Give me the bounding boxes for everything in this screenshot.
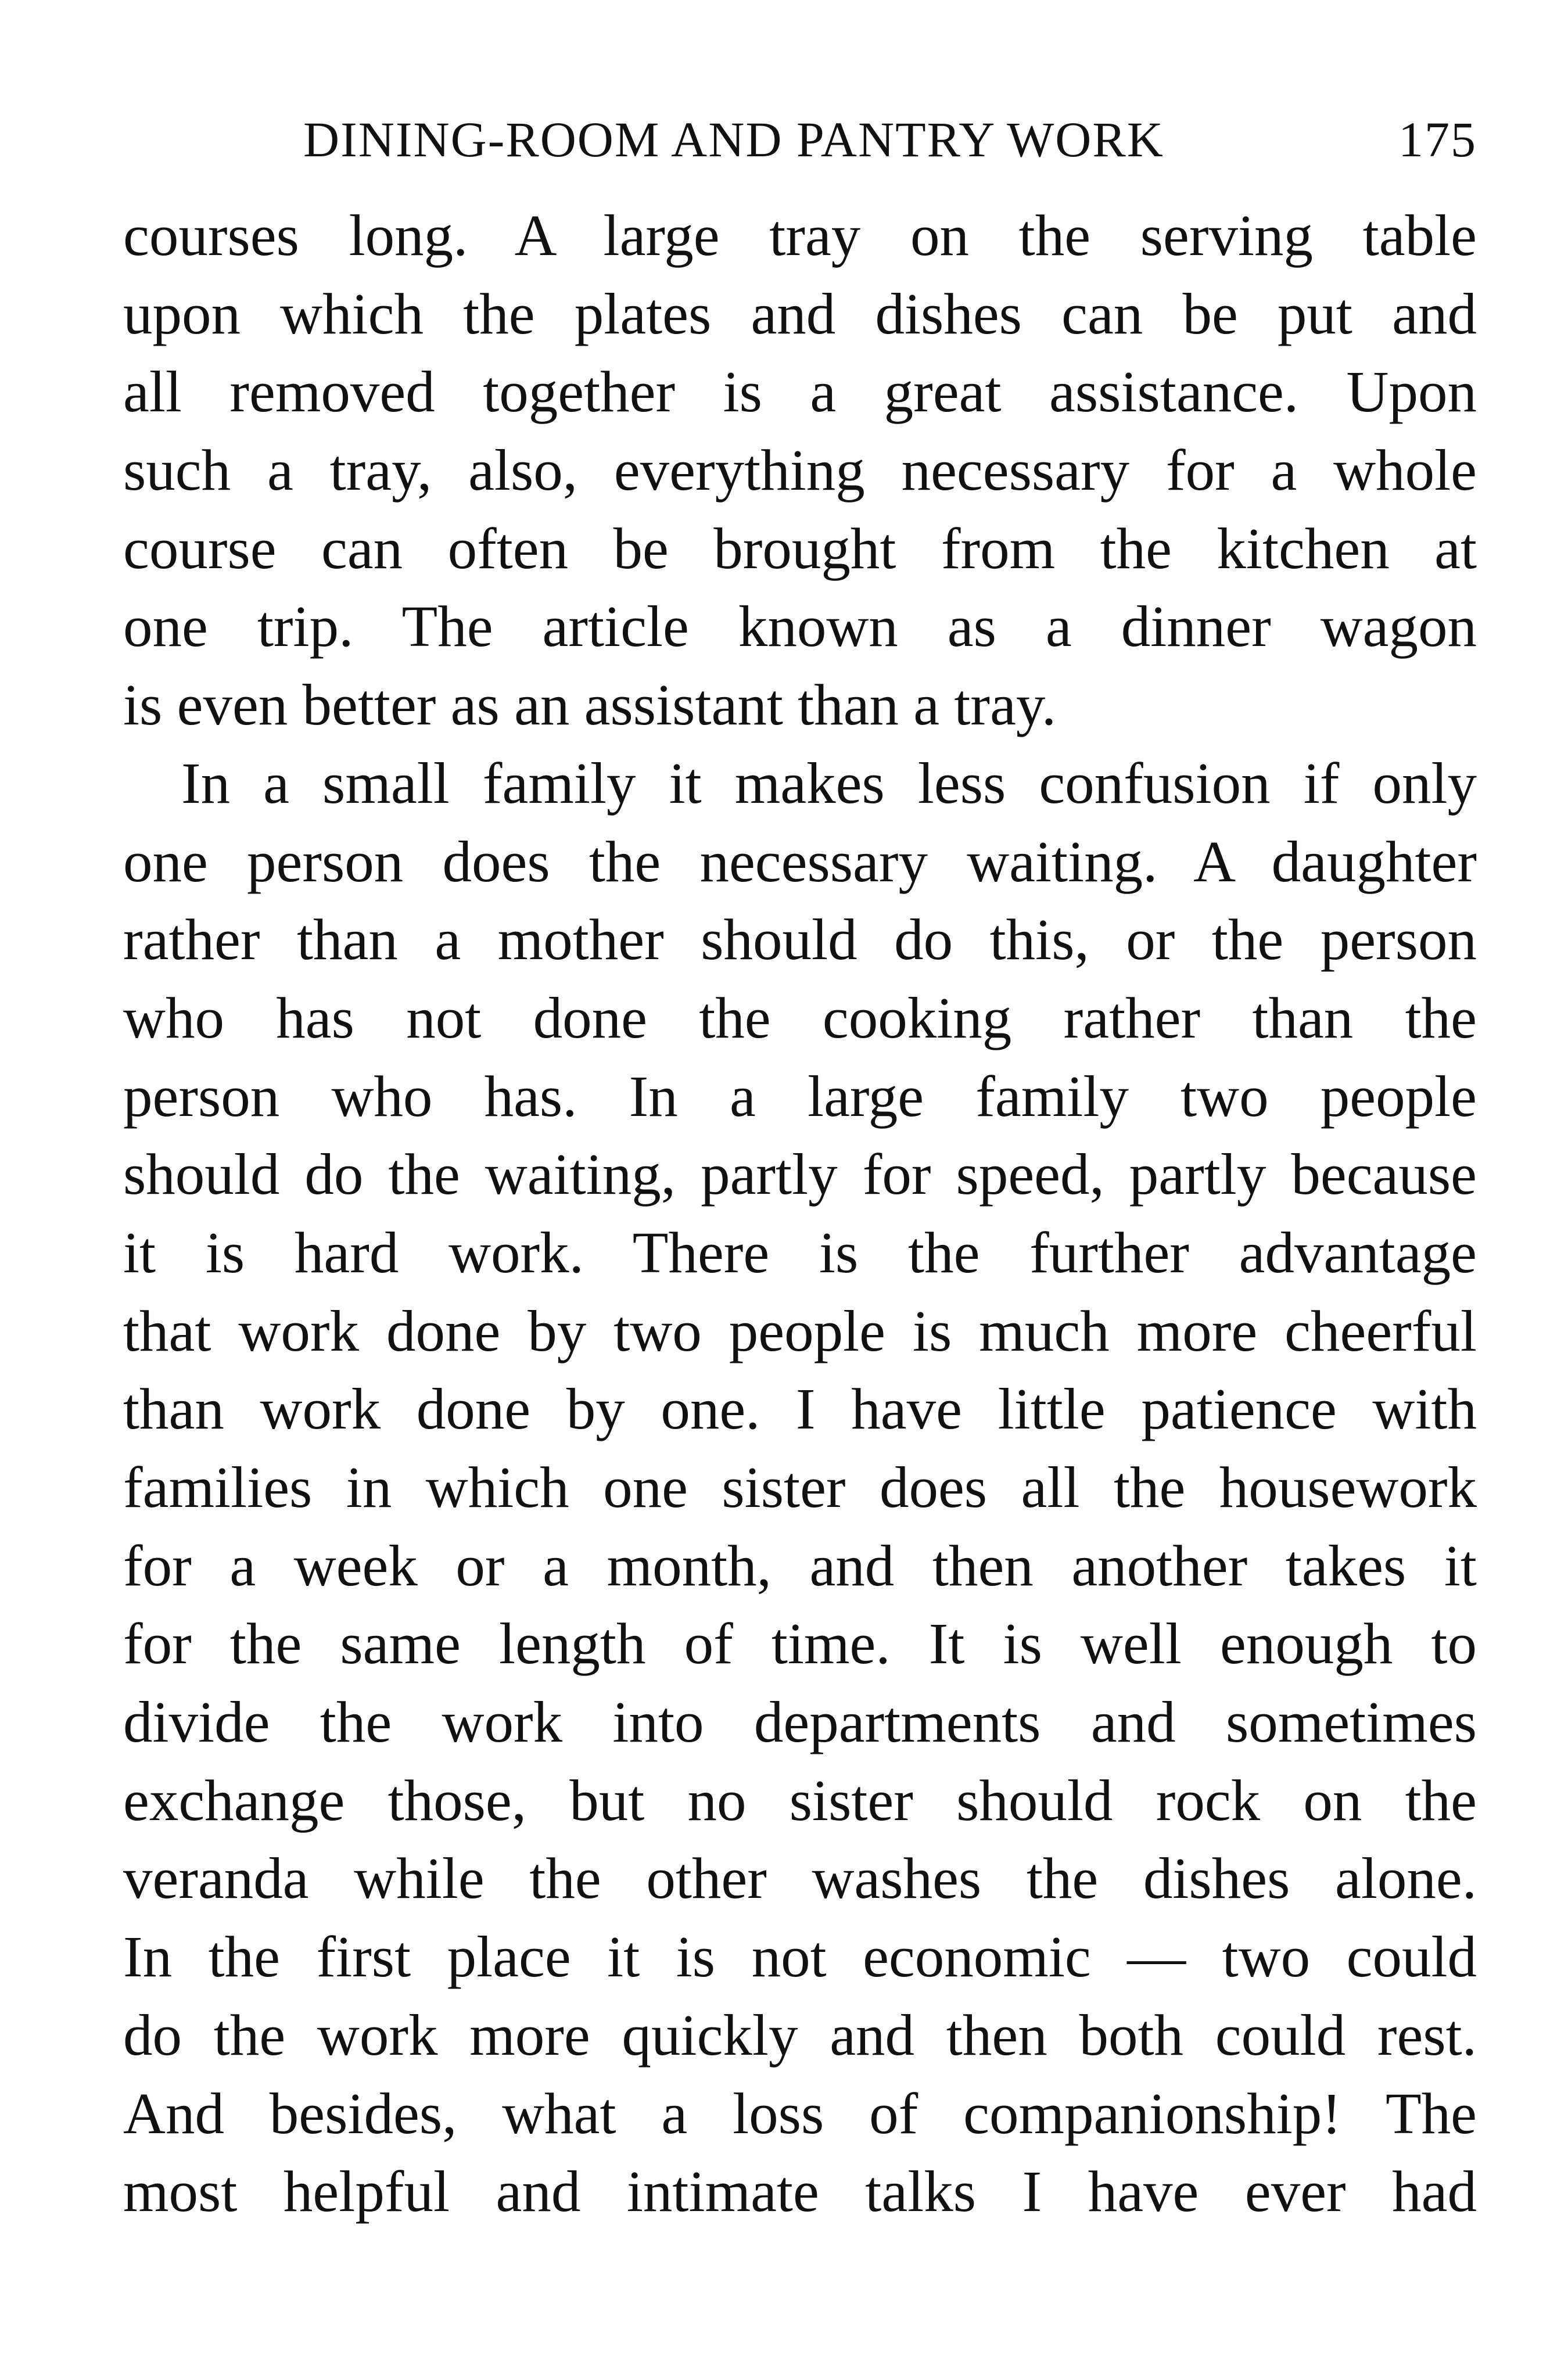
- running-title: DINING-ROOM AND PANTRY WORK: [303, 112, 1164, 167]
- text-line: one person does the necessary waiting. A daughter: [123, 828, 1477, 894]
- text-line: families in which one sister does all the housework: [123, 1455, 1477, 1520]
- text-line: it is hard work. There is the further advantage: [123, 1219, 1477, 1285]
- text-line: who has not done the cooking rather than the: [123, 985, 1477, 1050]
- text-line: In the first place it is not economic — two could: [123, 1924, 1477, 1990]
- text-line: courses long. A large tray on the serving table: [123, 203, 1477, 268]
- text-line: is even better as an assistant than a tray.: [123, 672, 1057, 738]
- text-line: veranda while the other washes the dishes alone.: [123, 1846, 1477, 1911]
- text-line: course can often be brought from the kitchen at: [123, 515, 1477, 581]
- text-line: And besides, what a loss of companionship! The: [123, 2080, 1477, 2146]
- page-number: 175: [1398, 112, 1477, 167]
- text-line: than work done by one. I have little patience with: [123, 1376, 1477, 1442]
- text-line: do the work more quickly and then both could rest.: [123, 2002, 1477, 2068]
- text-line: that work done by two people is much more cheerful: [123, 1298, 1477, 1363]
- text-line: should do the waiting, partly for speed, partly because: [123, 1142, 1477, 1207]
- text-line: person who has. In a large family two people: [123, 1063, 1477, 1129]
- running-header: [123, 107, 1477, 171]
- text-line: In a small family it makes less confusion if only: [181, 750, 1477, 816]
- text-line: rather than a mother should do this, or the person: [123, 907, 1477, 972]
- text-line: all removed together is a great assistance. Upon: [123, 359, 1477, 425]
- paragraph-1: [123, 196, 1477, 744]
- body-text: [123, 196, 1477, 2231]
- paragraph-2: [123, 744, 1477, 2231]
- text-line: exchange those, but no sister should rock on the: [123, 1767, 1477, 1833]
- text-line: for the same length of time. It is well enough to: [123, 1611, 1477, 1677]
- text-line: for a week or a month, and then another takes it: [123, 1532, 1477, 1598]
- text-line: such a tray, also, everything necessary for a whole: [123, 437, 1477, 503]
- text-line: divide the work into departments and sometimes: [123, 1689, 1477, 1755]
- text-line: most helpful and intimate talks I have ever had: [123, 2159, 1477, 2224]
- text-line: upon which the plates and dishes can be put and: [123, 281, 1477, 346]
- text-line: one trip. The article known as a dinner wagon: [123, 594, 1477, 659]
